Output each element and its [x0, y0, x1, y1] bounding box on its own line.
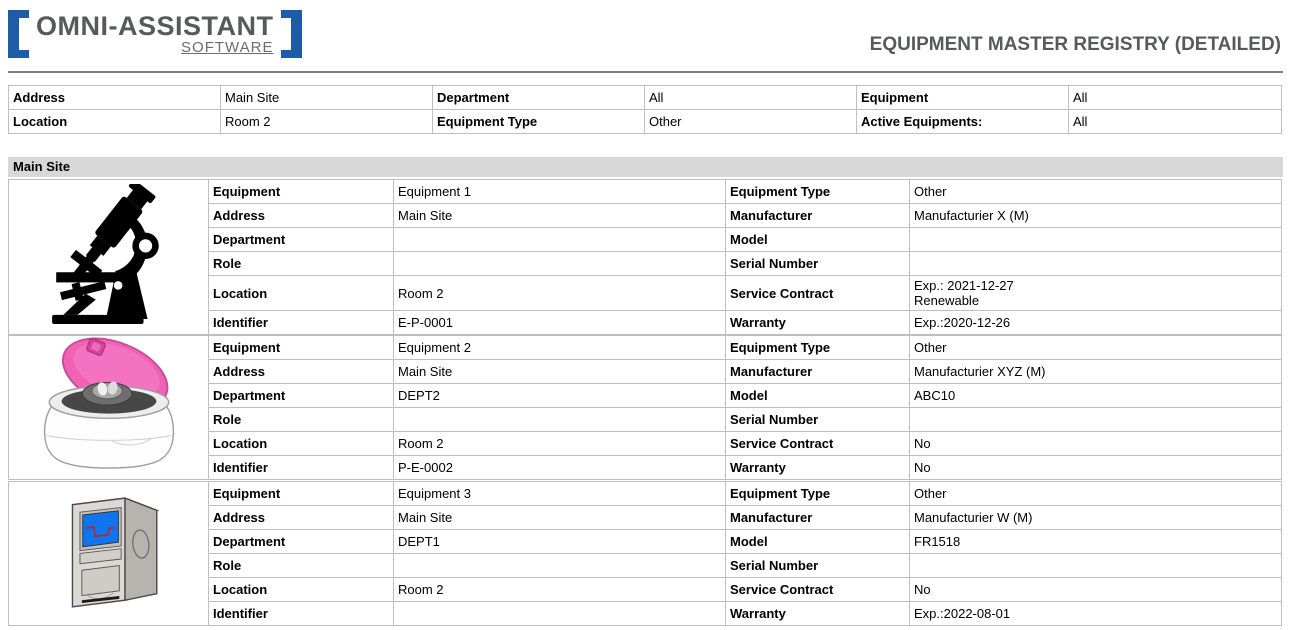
- filters-table: [8, 85, 1282, 134]
- equipment-2-image-cell: [9, 336, 209, 480]
- role-value: [394, 408, 726, 432]
- field-label: Manufacturer: [726, 204, 910, 228]
- equipment-1-image-cell: [9, 180, 209, 335]
- location-value: Room 2: [394, 276, 726, 311]
- address-value: Main Site: [394, 204, 726, 228]
- field-label: Department: [209, 530, 394, 554]
- filter-address-label: Address: [9, 86, 221, 110]
- field-label: Service Contract: [726, 578, 910, 602]
- serial-number-value: [910, 408, 1282, 432]
- analyzer-icon: [20, 484, 198, 620]
- identifier-value: E-P-0001: [394, 311, 726, 335]
- field-label: Department: [209, 384, 394, 408]
- filter-department-label: Department: [433, 86, 645, 110]
- service-contract-line1: No: [914, 582, 931, 597]
- service-contract-value: [910, 276, 1282, 311]
- header-divider: [8, 71, 1283, 73]
- role-value: [394, 554, 726, 578]
- department-value: DEPT2: [394, 384, 726, 408]
- service-contract-line1: Exp.: 2021-12-27: [914, 278, 1014, 293]
- field-label: Location: [209, 432, 394, 456]
- field-label: Role: [209, 408, 394, 432]
- field-label: Location: [209, 578, 394, 602]
- field-label: Role: [209, 252, 394, 276]
- warranty-value: Exp.:2020-12-26: [910, 311, 1282, 335]
- centrifuge-icon: [19, 337, 199, 475]
- section-header-main-site: Main Site: [8, 157, 1283, 177]
- field-label: Equipment Type: [726, 336, 910, 360]
- field-label: Model: [726, 228, 910, 252]
- identifier-value: [394, 602, 726, 626]
- logo-right-bracket-icon: [281, 10, 302, 58]
- filter-location-value: Room 2: [221, 110, 433, 134]
- field-label: Serial Number: [726, 408, 910, 432]
- field-label: Identifier: [209, 456, 394, 480]
- field-label: Manufacturer: [726, 506, 910, 530]
- microscope-icon: [43, 184, 175, 328]
- warranty-value: No: [910, 456, 1282, 480]
- manufacturer-value: Manufacturier XYZ (M): [910, 360, 1282, 384]
- field-label: Equipment: [209, 482, 394, 506]
- department-value: DEPT1: [394, 530, 726, 554]
- manufacturer-value: Manufacturier X (M): [910, 204, 1282, 228]
- logo-left-bracket-icon: [8, 10, 29, 58]
- field-label: Warranty: [726, 456, 910, 480]
- field-label: Identifier: [209, 311, 394, 335]
- field-label: Serial Number: [726, 252, 910, 276]
- logo-text: [29, 10, 281, 58]
- address-value: Main Site: [394, 506, 726, 530]
- filter-address-value: Main Site: [221, 86, 433, 110]
- omni-assistant-logo: [8, 10, 302, 58]
- field-label: Address: [209, 360, 394, 384]
- filter-equipment-type-value: Other: [645, 110, 857, 134]
- equipment-3-image-cell: [9, 482, 209, 626]
- location-value: Room 2: [394, 432, 726, 456]
- equipment-block-3: [8, 481, 1282, 626]
- manufacturer-value: Manufacturier W (M): [910, 506, 1282, 530]
- service-contract-line1: No: [914, 436, 931, 451]
- field-label: Identifier: [209, 602, 394, 626]
- logo-brand: OMNI-ASSISTANT: [36, 11, 274, 41]
- field-label: Address: [209, 506, 394, 530]
- field-label: Serial Number: [726, 554, 910, 578]
- equipment-block-1: [8, 179, 1282, 335]
- field-label: Service Contract: [726, 276, 910, 311]
- location-value: Room 2: [394, 578, 726, 602]
- field-label: Model: [726, 384, 910, 408]
- equipment-type-value: Other: [910, 482, 1282, 506]
- filter-equipment-label: Equipment: [857, 86, 1069, 110]
- filter-equipment-type-label: Equipment Type: [433, 110, 645, 134]
- field-label: Warranty: [726, 311, 910, 335]
- field-label: Equipment: [209, 180, 394, 204]
- filter-equipment-value: All: [1069, 86, 1282, 110]
- field-label: Department: [209, 228, 394, 252]
- address-value: Main Site: [394, 360, 726, 384]
- model-value: FR1518: [910, 530, 1282, 554]
- model-value: ABC10: [910, 384, 1282, 408]
- field-label: Equipment Type: [726, 482, 910, 506]
- field-label: Location: [209, 276, 394, 311]
- field-label: Address: [209, 204, 394, 228]
- filter-active-equipments-label: Active Equipments:: [857, 110, 1069, 134]
- field-label: Service Contract: [726, 432, 910, 456]
- filters-row-2: [9, 110, 1282, 134]
- logo-subtitle: SOFTWARE: [181, 39, 274, 57]
- equipment-type-value: Other: [910, 336, 1282, 360]
- field-label: Equipment Type: [726, 180, 910, 204]
- equipment-type-value: Other: [910, 180, 1282, 204]
- page-title: EQUIPMENT MASTER REGISTRY (DETAILED): [869, 34, 1281, 55]
- filter-department-value: All: [645, 86, 857, 110]
- warranty-value: Exp.:2022-08-01: [910, 602, 1282, 626]
- field-label: Manufacturer: [726, 360, 910, 384]
- serial-number-value: [910, 252, 1282, 276]
- service-contract-value: [910, 578, 1282, 602]
- filter-location-label: Location: [9, 110, 221, 134]
- service-contract-value: [910, 432, 1282, 456]
- equipment-name-value: Equipment 3: [394, 482, 726, 506]
- equipment-name-value: Equipment 1: [394, 180, 726, 204]
- field-label: Equipment: [209, 336, 394, 360]
- field-label: Warranty: [726, 602, 910, 626]
- field-label: Role: [209, 554, 394, 578]
- equipment-name-value: Equipment 2: [394, 336, 726, 360]
- field-label: Model: [726, 530, 910, 554]
- filters-row-1: [9, 86, 1282, 110]
- equipment-block-2: [8, 335, 1282, 480]
- model-value: [910, 228, 1282, 252]
- filter-active-equipments-value: All: [1069, 110, 1282, 134]
- role-value: [394, 252, 726, 276]
- serial-number-value: [910, 554, 1282, 578]
- service-contract-line2: Renewable: [914, 293, 980, 308]
- department-value: [394, 228, 726, 252]
- identifier-value: P-E-0002: [394, 456, 726, 480]
